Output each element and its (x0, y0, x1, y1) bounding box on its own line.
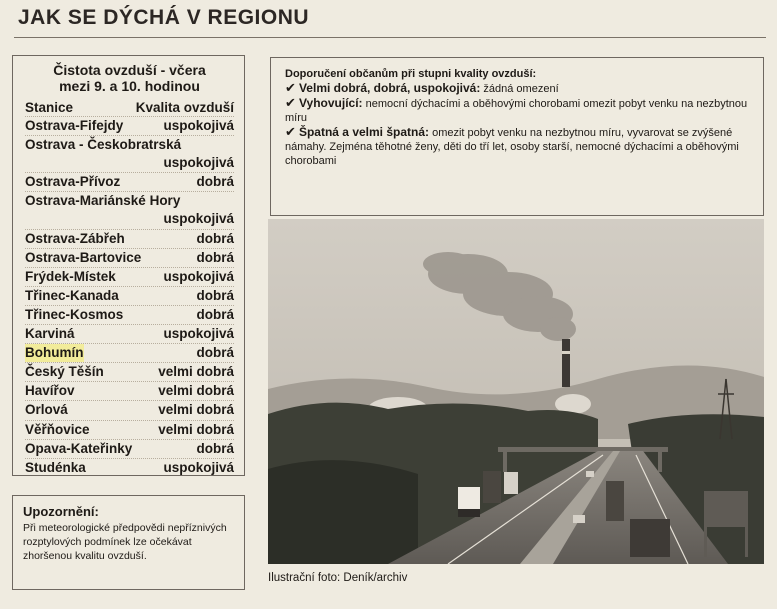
stations-list (25, 116, 234, 477)
table-row (25, 172, 234, 191)
station-name: Ostrava - Českobratrská (25, 137, 182, 153)
station-quality: uspokojivá (163, 118, 234, 133)
station-quality: dobrá (196, 230, 234, 246)
station-name: Český Těšín (25, 364, 104, 380)
table-row (25, 343, 234, 362)
table-row-continuation (25, 210, 234, 228)
station-quality: uspokojivá (163, 326, 234, 342)
station-quality: dobrá (196, 287, 234, 303)
checkmark-icon: ✔ (285, 80, 296, 95)
table-row (25, 135, 234, 154)
station-name: Věřňovice (25, 421, 90, 437)
table-row (25, 248, 234, 267)
recommendation-text: nemocní dýchacími a oběhovými chorobami omezit pobyt venku na nezbytnou míru (285, 98, 748, 124)
station-quality: uspokojivá (163, 155, 234, 171)
station-name: Bohumín (25, 344, 84, 362)
headline: JAK SE DÝCHÁ V REGIONU (18, 6, 310, 29)
table-row (25, 400, 234, 419)
stations-header (25, 99, 234, 116)
stations-title-line2: mezi 9. a 10. hodinou (59, 78, 200, 94)
photo-chimney-highway (268, 219, 764, 564)
station-name: Studénka (25, 459, 86, 475)
station-name: Karviná (25, 326, 75, 342)
station-quality: velmi dobrá (158, 364, 234, 380)
warning-box (12, 495, 245, 590)
stations-title-line1: Čistota ovzduší - včera (53, 62, 206, 78)
stations-box (12, 55, 245, 476)
station-quality: uspokojivá (163, 211, 234, 227)
station-quality: dobrá (196, 249, 234, 265)
table-row-continuation (25, 154, 234, 172)
checkmark-icon: ✔ (285, 124, 296, 139)
warning-title: Upozornění: (23, 504, 99, 519)
station-quality: dobrá (196, 174, 234, 190)
table-row (25, 305, 234, 324)
table-row (25, 324, 234, 343)
recommendation-label: Vyhovující: (298, 96, 363, 110)
table-row (25, 381, 234, 400)
station-name: Frýdek-Místek (25, 268, 116, 284)
recommendations-title: Doporučení občanům při stupni kvality ovzduší: (285, 68, 537, 80)
recommendation-label: Velmi dobrá, dobrá, uspokojivá: (298, 81, 481, 95)
recommendation-item (285, 96, 749, 125)
recommendation-text: žádná omezení (483, 83, 559, 95)
table-row (25, 439, 234, 458)
recommendation-item (285, 81, 749, 96)
station-name: Ostrava-Bartovice (25, 249, 142, 265)
station-name: Ostrava-Přívoz (25, 174, 121, 190)
station-quality: uspokojivá (163, 268, 234, 284)
table-row (25, 362, 234, 381)
station-name: Orlová (25, 402, 68, 418)
station-quality: velmi dobrá (158, 421, 234, 437)
recommendation-item (285, 125, 749, 168)
warning-text: Při meteorologické předpovědi nepříznivých rozptylových podmínek lze očekávat zhoršenou kvalitu ovzduší. (23, 522, 227, 562)
station-name: Třinec-Kosmos (25, 306, 124, 322)
station-name: Ostrava-Fifejdy (25, 118, 124, 133)
station-quality: dobrá (196, 306, 234, 322)
station-name: Ostrava-Mariánské Hory (25, 193, 181, 209)
table-row (25, 116, 234, 135)
col-quality-header: Kvalita ovzduší (135, 100, 234, 115)
station-name: Ostrava-Zábřeh (25, 230, 125, 246)
station-quality: dobrá (196, 345, 234, 361)
table-row (25, 286, 234, 305)
table-row (25, 458, 234, 477)
table-row (25, 229, 234, 248)
station-quality: velmi dobrá (158, 402, 234, 418)
station-name: Třinec-Kanada (25, 287, 119, 303)
table-row (25, 420, 234, 439)
station-quality: uspokojivá (163, 459, 234, 475)
recommendation-text: omezit pobyt venku na nezbytnou míru, vyvarovat se zvýšené námahy. Zejména těhotné ženy, děti do tří let, osoby starší, nemocné dýchacími a oběhovými chorobami (285, 127, 739, 167)
table-row (25, 267, 234, 286)
recommendation-label: Špatná a velmi špatná: (298, 125, 430, 139)
station-name: Opava-Kateřinky (25, 440, 133, 456)
station-quality: velmi dobrá (158, 383, 234, 399)
recommendations-box (270, 57, 764, 216)
photo-caption: Ilustrační foto: Deník/archiv (268, 572, 408, 584)
col-station-header: Stanice (25, 100, 74, 115)
checkmark-icon: ✔ (285, 95, 296, 110)
station-name: Havířov (25, 383, 75, 399)
headline-rule (14, 37, 766, 38)
table-row (25, 191, 234, 210)
station-quality: dobrá (196, 440, 234, 456)
